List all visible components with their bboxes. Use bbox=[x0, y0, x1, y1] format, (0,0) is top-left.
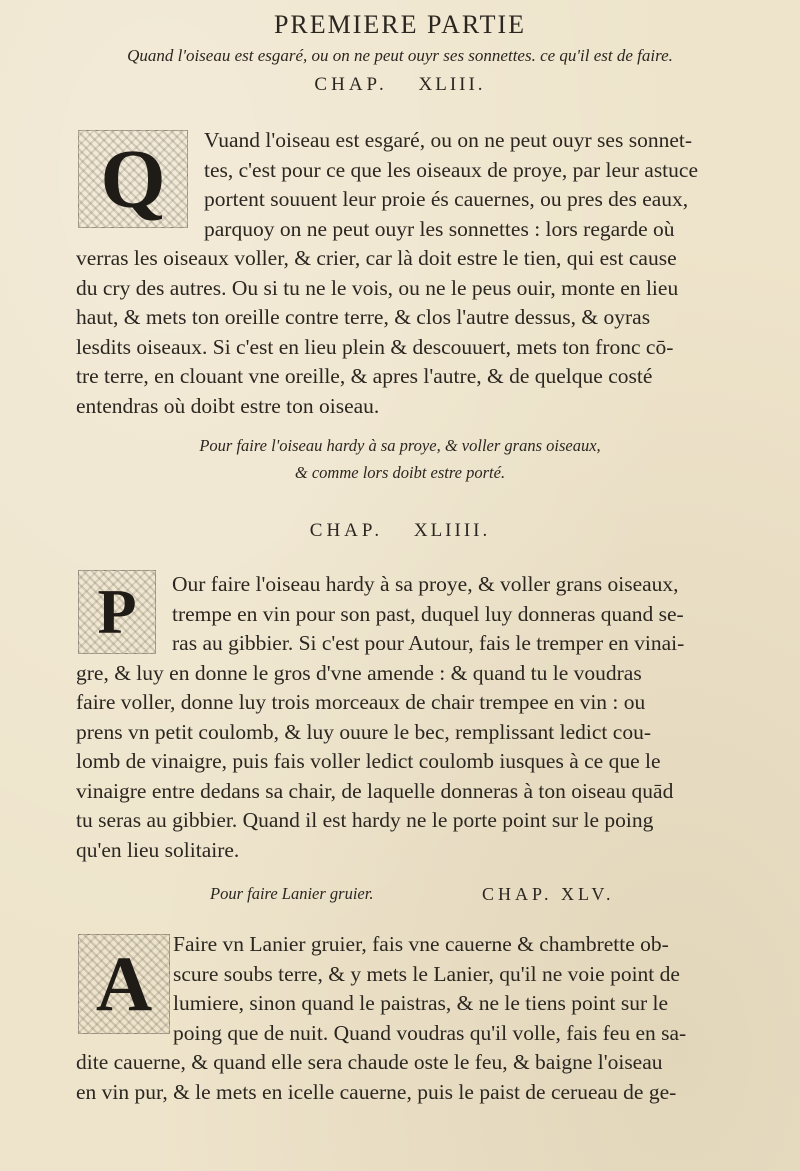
text-line: ras au gibbier. Si c'est pour Autour, fais le tremper en vinai- bbox=[172, 631, 685, 655]
decorated-initial-q: Q bbox=[78, 130, 188, 228]
text-line: tes, c'est pour ce que les oiseaux de proye, par leur astuce bbox=[204, 157, 698, 182]
chapter-43-heading bbox=[0, 74, 800, 96]
text-line: lesdits oiseaux. Si c'est en lieu plein & descouuert, mets ton fronc cō- bbox=[76, 334, 674, 359]
text-line: qu'en lieu solitaire. bbox=[76, 837, 240, 862]
chapter-44-text bbox=[76, 570, 774, 865]
chap-number: XLIII. bbox=[418, 74, 486, 95]
text-line: portent souuent leur proie és cauernes, ou pres des eaux, bbox=[204, 187, 689, 211]
text-line: lomb de vinaigre, puis fais voller ledict coulomb iusques à ce que le bbox=[76, 749, 661, 773]
text-line: verras les oiseaux voller, & crier, car là doit estre le tien, qui est cause bbox=[76, 246, 677, 270]
text-line: lumiere, sinon quand le paistras, & ne le tiens point sur le bbox=[173, 991, 668, 1015]
text-line: Our faire l'oiseau hardy à sa proye, & voller grans oiseaux, bbox=[172, 572, 679, 596]
text-line: tu seras au gibbier. Quand il est hardy ne le porte point sur le poing bbox=[76, 808, 654, 832]
chapter-44-heading bbox=[0, 520, 800, 542]
text-line: vinaigre entre dedans sa chair, de laquelle donneras à ton oiseau quād bbox=[76, 778, 674, 803]
chapter-45-heading: CHAP. XLV. bbox=[482, 884, 615, 904]
title-line: Pour faire l'oiseau hardy à sa proye, & voller grans oiseaux, bbox=[199, 436, 601, 455]
chapter-45-text bbox=[76, 930, 774, 1107]
text-line: poing que de nuit. Quand voudras qu'il volle, fais feu en sa- bbox=[173, 1020, 687, 1045]
text-line: entendras où doibt estre ton oiseau. bbox=[76, 393, 380, 418]
text-line: parquoy on ne peut ouyr les sonnettes : lors regarde où bbox=[204, 216, 675, 241]
text-line: faire voller, donne luy trois morceaux de chair trempee en vin : ou bbox=[76, 690, 646, 714]
text-line: gre, & luy en donne le gros d'vne amende : & quand tu le voudras bbox=[76, 660, 642, 685]
text-line: en vin pur, & le mets en icelle cauerne, puis le paist de cerueau de ge- bbox=[76, 1079, 677, 1104]
text-line: trempe en vin pour son past, duquel luy donneras quand se- bbox=[172, 601, 684, 626]
text-line: tre terre, en clouant vne oreille, & apres l'autre, & de quelque costé bbox=[76, 364, 653, 388]
chapter-subtitle: Quand l'oiseau est esgaré, ou on ne peut ouyr ses sonnettes. ce qu'il est de faire. bbox=[127, 46, 673, 65]
chap-number: XLIIII. bbox=[413, 520, 491, 541]
text-line: Vuand l'oiseau est esgaré, ou on ne peut ouyr ses sonnet- bbox=[204, 128, 693, 152]
text-line: dite cauerne, & quand elle sera chaude oste le feu, & baigne l'oiseau bbox=[76, 1050, 663, 1074]
text-line: scure soubs terre, & y mets le Lanier, qu'il ne voie point de bbox=[173, 961, 680, 986]
text-line: prens vn petit coulomb, & luy ouure le bec, remplissant ledict cou- bbox=[76, 719, 651, 744]
chapter-43-text bbox=[76, 126, 774, 421]
running-title: PREMIERE PARTIE bbox=[273, 10, 527, 39]
chap-word: CHAP. bbox=[314, 74, 388, 95]
text-line: Faire vn Lanier gruier, fais vne cauerne & chambrette ob- bbox=[173, 932, 669, 956]
chap-word: CHAP. bbox=[309, 520, 384, 541]
chapter-45-title: Pour faire Lanier gruier. bbox=[210, 884, 374, 903]
title-line: & comme lors doibt estre porté. bbox=[294, 463, 506, 482]
decorated-initial-a: A bbox=[78, 934, 170, 1034]
text-line: haut, & mets ton oreille contre terre, & clos l'autre dessus, & oyras bbox=[76, 305, 651, 329]
chapter-44-title bbox=[0, 432, 800, 486]
text-line: du cry des autres. Ou si tu ne le vois, ou ne le peus ouir, monte en lieu bbox=[76, 275, 679, 300]
decorated-initial-p: P bbox=[78, 570, 156, 654]
